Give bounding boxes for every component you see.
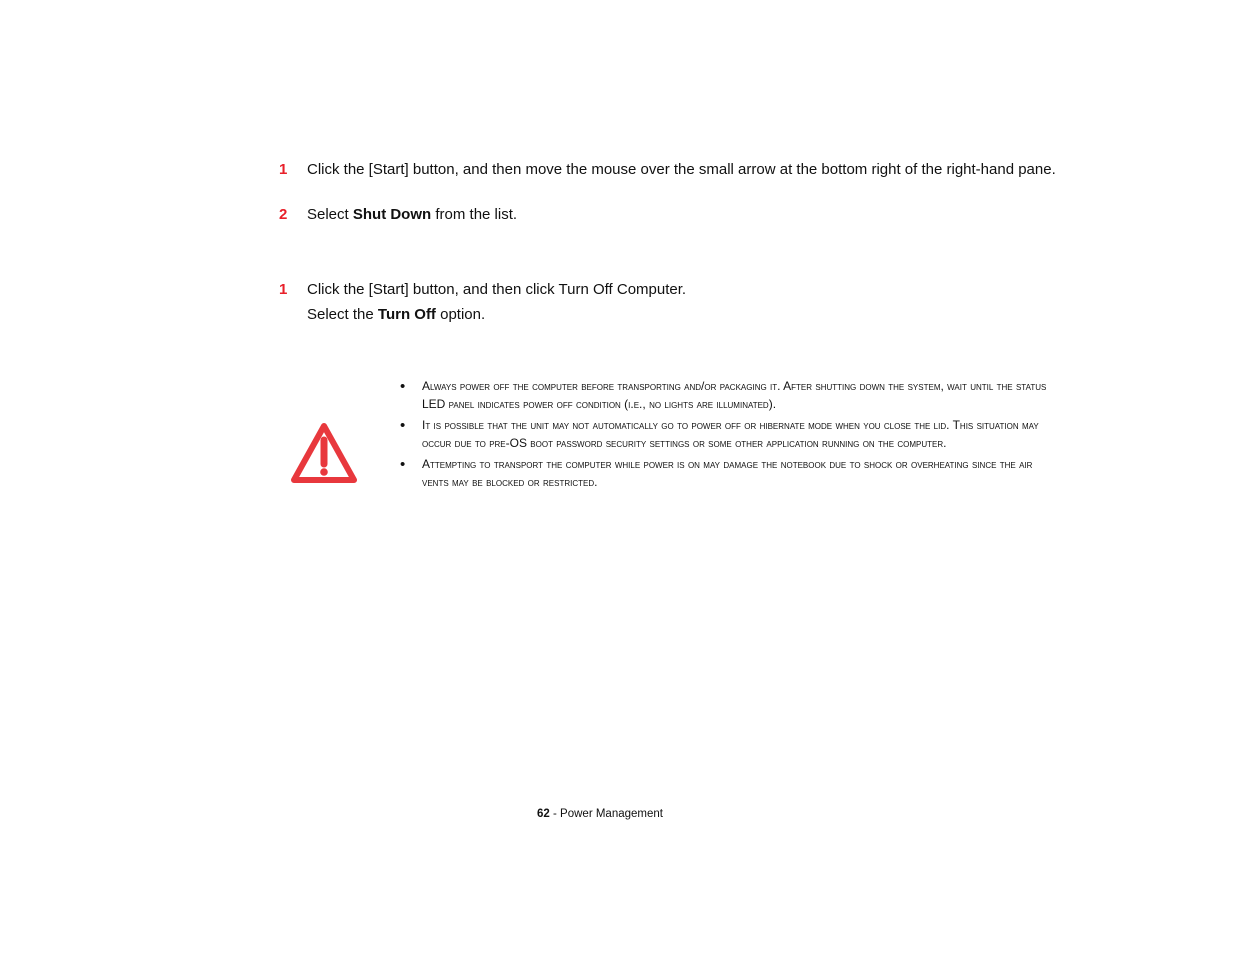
bullet-icon: •	[400, 378, 406, 395]
step-text-prefix: Select	[307, 206, 353, 223]
step-number: 1	[279, 161, 288, 178]
warning-item	[398, 378, 1058, 413]
warning-text: Always power off the computer before transporting and/or packaging it. After shutting down the system, wait until the status LED panel indicates power off condition (i.e., no lights are illuminated).	[422, 379, 1047, 411]
warning-triangle-icon	[290, 422, 358, 484]
followup-prefix: Select the	[307, 306, 378, 323]
warning-text: Attempting to transport the computer while power is on may damage the notebook due to shock or overheating since the air vents may be blocked or restricted.	[422, 457, 1033, 489]
footer-separator: -	[549, 808, 561, 820]
bullet-icon: •	[400, 417, 406, 434]
followup-bold: Turn Off	[377, 306, 436, 323]
step-text: Click the [Start] button, and then click Turn Off Computer.	[307, 281, 687, 298]
step-text	[307, 205, 1059, 225]
step-number: 2	[279, 206, 288, 223]
page-number: 62	[537, 808, 550, 820]
step-text-suffix: from the list.	[431, 206, 518, 223]
warning-item	[398, 417, 1058, 452]
step-number: 1	[279, 281, 288, 298]
step-text: Click the [Start] button, and then move the mouse over the small arrow at the bottom right of the right-hand pane.	[307, 161, 1056, 178]
followup-instruction	[307, 305, 485, 325]
bullet-icon: •	[400, 456, 406, 473]
step-text-bold: Shut Down	[352, 206, 432, 223]
warning-item	[398, 456, 1058, 491]
warning-text: It is possible that the unit may not automatically go to power off or hibernate mode when you close the lid. This situation may occur due to pre-OS boot password security settings or some other application running on the computer.	[422, 418, 1039, 450]
footer-section-title: Power Management	[560, 808, 663, 820]
warning-list	[398, 378, 1058, 495]
page-footer	[0, 806, 1200, 822]
followup-suffix: option.	[435, 306, 486, 323]
